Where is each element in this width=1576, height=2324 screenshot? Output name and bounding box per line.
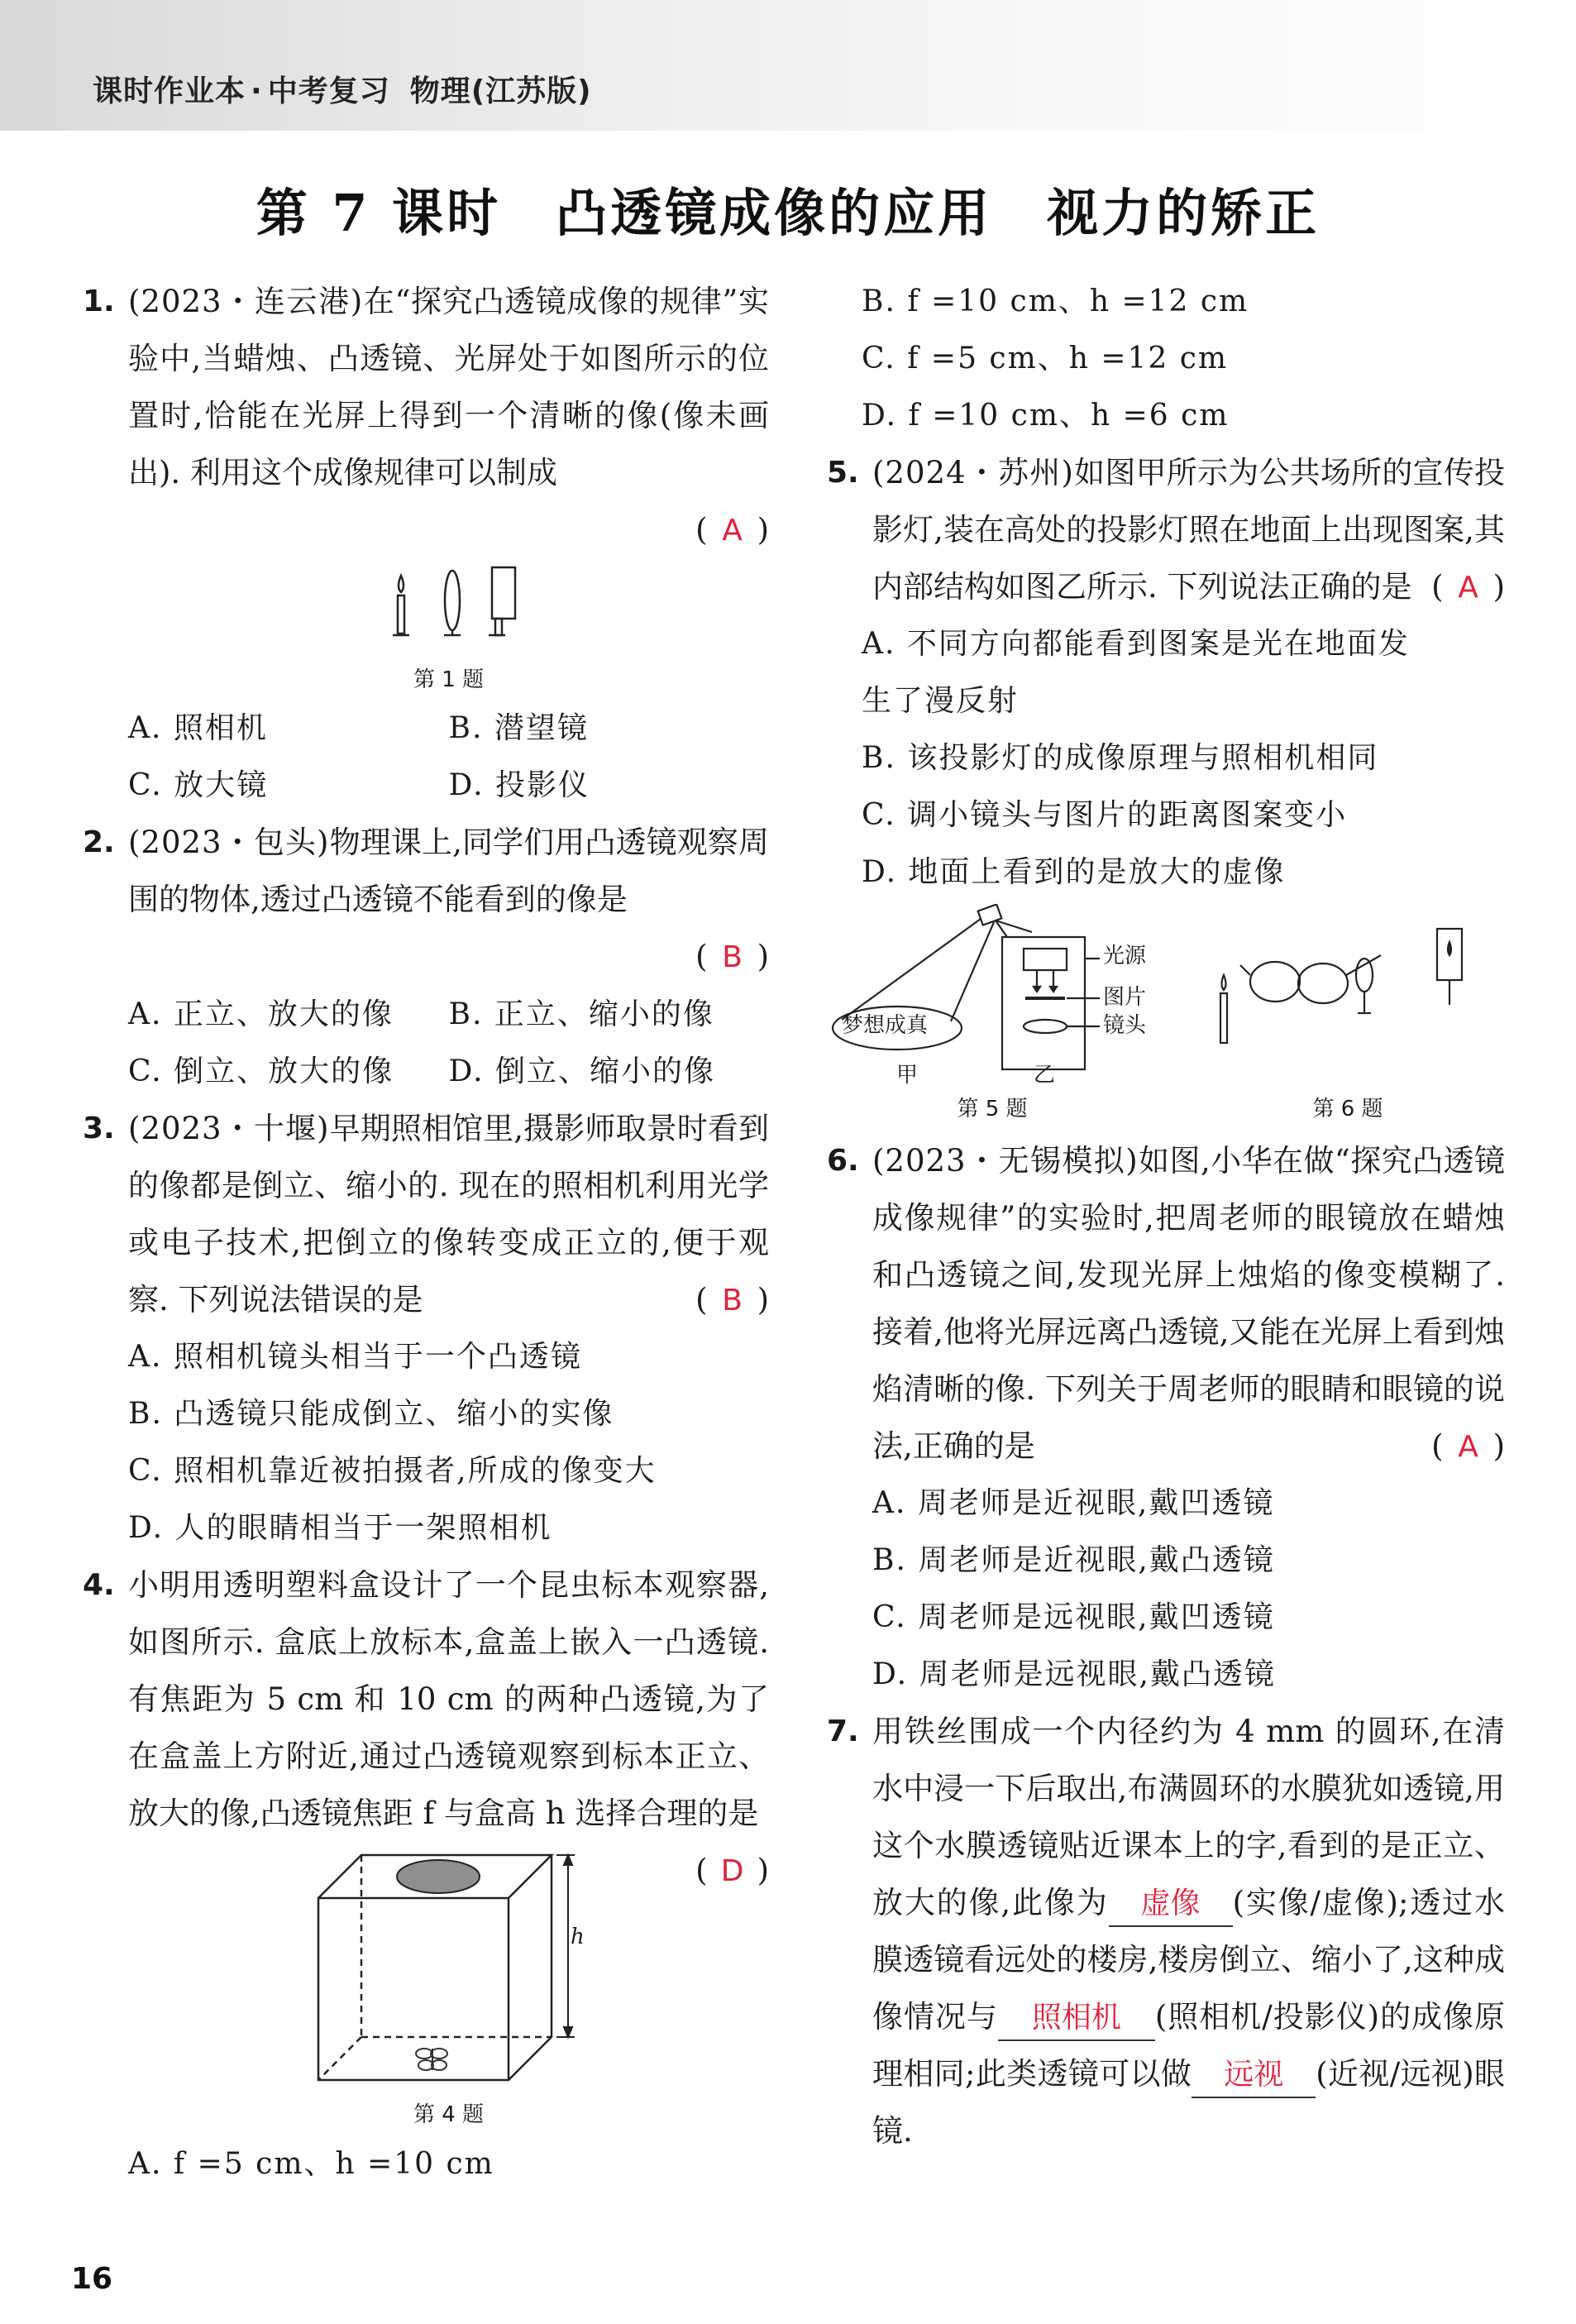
option-b: B. 凸透镜只能成倒立、缩小的实像 [128, 1397, 614, 1431]
lens-icon [397, 1860, 480, 1893]
option-d: D. 人的眼睛相当于一架照相机 [128, 1511, 552, 1545]
label-jia: 甲 [896, 1063, 919, 1088]
projector-housing [1002, 937, 1085, 1069]
option-d: D. 倒立、缩小的像 [448, 1054, 715, 1088]
answer: B [722, 940, 743, 974]
question-number: 3. [83, 1112, 115, 1145]
candle-icon [393, 576, 409, 635]
question-4 [83, 1557, 769, 2192]
option-a [862, 615, 1505, 729]
answer-line: ( A ) [128, 501, 769, 559]
option-b: B. f =10 cm、h =12 cm [862, 285, 1249, 318]
figure-4 [128, 1842, 769, 2135]
page-number: 16 [71, 2262, 113, 2296]
question-4-continued [827, 273, 1505, 444]
option-c: C. 周老师是远视眼,戴凹透镜 [872, 1600, 1275, 1634]
question-text: (2023・无锡模拟)如图,小华在做“探究凸透镜成像规律”的实验时,把周老师的眼镜放在蜡烛和凸透镜之间,发现光屏上烛焰的像变模糊了. 接着,他将光屏远离凸透镜,又能在光屏上看到烛焰清晰的像. 下列关于周老师的眼睛和眼镜的说法,正确的是 ( A ) [872, 1132, 1505, 1475]
question-1 [83, 273, 769, 814]
lesson-title: 第 7 课时 凸透镜成像的应用 视力的矫正 [256, 183, 1320, 243]
header-subject: 物理(江苏版) [409, 74, 592, 108]
options [128, 986, 769, 1100]
question-text-2: (实像/虚像);透过水膜透镜看远处的楼房,楼房倒立、缩小了,这种成像情况与 [872, 1885, 1505, 2035]
question-stem: 在“探究凸透镜成像的规律”实验中,当蜡烛、凸透镜、光屏处于如图所示的位置时,恰能在光屏上得到一个清晰的像(像未画出). 利用这个成像规律可以制成 [128, 284, 769, 490]
running-header [93, 68, 592, 110]
question-source: (2024・苏州) [872, 455, 1074, 490]
left-column [83, 273, 769, 2192]
glasses-figure [1207, 925, 1480, 1066]
light-source-icon [1024, 949, 1067, 970]
figure-caption: 第 4 题 [413, 2102, 485, 2127]
answer: A [1458, 1430, 1478, 1464]
answer: A [722, 514, 743, 548]
option-b: B. 正立、缩小的像 [448, 997, 714, 1031]
question-source: (2023・无锡模拟) [872, 1143, 1139, 1179]
question-number: 7. [827, 1714, 859, 1748]
question-stem: 如图,小华在做“探究凸透镜成像规律”的实验时,把周老师的眼镜放在蜡烛和凸透镜之间,发现光屏上烛焰的像变模糊了. 接着,他将光屏远离凸透镜,又能在光屏上看到烛焰清晰的像. 下列关于周老师的眼睛和眼镜的说法,正确的是 [872, 1143, 1505, 1464]
question-stem: 物理课上,同学们用凸透镜观察周围的物体,透过凸透镜不能看到的像是 [128, 825, 769, 917]
question-number: 5. [827, 456, 859, 490]
question-text [128, 814, 769, 928]
question-number: 6. [827, 1144, 859, 1178]
question-5 [827, 444, 1505, 901]
option-a: A. 照相机 [128, 711, 268, 745]
answer: A [1458, 571, 1478, 605]
option-b: B. 该投影灯的成像原理与照相机相同 [862, 741, 1379, 775]
height-label: h [571, 1925, 585, 1949]
fill-blank-1: 虚像 [1109, 1882, 1233, 1927]
question-3 [83, 1100, 769, 1557]
screen-icon [1437, 929, 1462, 1005]
option-d: D. 投影仪 [448, 768, 590, 802]
lens-icon [1024, 1020, 1067, 1033]
label-light-source: 光源 [1103, 944, 1147, 968]
figure-5-caption: 第 5 题 [957, 1097, 1028, 1121]
option-c: C. 倒立、放大的像 [128, 1054, 394, 1088]
option-a: A. f =5 cm、h =10 cm [128, 2147, 494, 2181]
insect-icon [416, 2049, 447, 2070]
option-a: A. 照相机镜头相当于一个凸透镜 [128, 1340, 582, 1374]
option-c: C. 调小镜头与图片的距离图案变小 [862, 798, 1348, 832]
question-number: 1. [83, 285, 115, 318]
option-c: C. 照相机靠近被拍摄者,所成的像变大 [128, 1454, 657, 1488]
figure-6-caption: 第 6 题 [1312, 1097, 1383, 1121]
option-d: D. 周老师是远视眼,戴凸透镜 [872, 1657, 1276, 1691]
option-b: B. 周老师是近视眼,戴凸透镜 [872, 1543, 1275, 1577]
option-a-text: A. 不同方向都能看到图案是光在地面发生了漫反射 [862, 627, 1410, 718]
answer: B [722, 1284, 743, 1317]
right-column [827, 273, 1505, 2159]
question-text-3: (照相机/投影仪)的成像原理相同;此类透镜可以做 [872, 1999, 1505, 2092]
fill-blank-3: 远视 [1192, 2054, 1316, 2098]
question-text-1: 用铁丝围成一个内径约为 4 mm 的圆环,在清水中浸一下后取出,布满圆环的水膜犹如透镜,用这个水膜透镜贴近课本上的字,看到的是正立、放大的像,此像为 [872, 1714, 1505, 1920]
options [83, 700, 769, 814]
question-source: (2023・包头) [128, 825, 330, 860]
label-lens: 镜头 [1103, 1013, 1147, 1038]
option-a: A. 正立、放大的像 [128, 997, 394, 1031]
label-dream: 梦想成真 [842, 1013, 929, 1038]
label-picture: 图片 [1103, 985, 1147, 1010]
insect-box-figure [302, 1848, 583, 2097]
candle-lens-screen-figure [360, 559, 525, 667]
question-6 [827, 1132, 1505, 1703]
question-source: (2023・连云港) [128, 284, 364, 319]
answer-line: ( B ) [128, 928, 769, 986]
option-c: C. 放大镜 [128, 768, 269, 802]
box-front-face [318, 1898, 509, 2080]
figure-caption: 第 1 题 [413, 667, 485, 692]
header-band [0, 0, 1576, 131]
figure-1 [128, 559, 769, 700]
question-text: (2023・十堰)早期照相馆里,摄影师取景时看到的像都是倒立、缩小的. 现在的照相机利用光学或电子技术,把倒立的像转变成正立的,便于观察. 下列说法错误的是 ( B ) [128, 1100, 769, 1328]
header-subtitle: 中考复习 [267, 74, 390, 108]
header-separator: · [251, 74, 263, 108]
lens-icon [1356, 959, 1373, 1013]
question-text [872, 1703, 1505, 2159]
question-7 [827, 1703, 1505, 2159]
question-text [128, 273, 769, 501]
option-d: D. f =10 cm、h =6 cm [862, 399, 1230, 433]
fill-blank-2: 照相机 [998, 1996, 1155, 2041]
question-stem: 早期照相馆里,摄影师取景时看到的像都是倒立、缩小的. 现在的照相机利用光学或电子技术,把倒立的像转变成正立的,便于观察. 下列说法错误的是 [128, 1111, 769, 1317]
option-a: A. 周老师是近视眼,戴凹透镜 [872, 1486, 1275, 1520]
option-c: C. f =5 cm、h =12 cm [862, 342, 1229, 375]
label-yi: 乙 [1034, 1063, 1056, 1088]
screen-icon [489, 567, 515, 635]
question-stem: 小明用透明塑料盒设计了一个昆虫标本观察器,如图所示. 盒底上放标本,盒盖上嵌入一凸透镜. 有焦距为 5 cm 和 10 cm 的两种凸透镜,为了在盒盖上方附近,通过凸透镜观察到标本正立、放大的像,凸透镜焦距 f 与盒高 h 选择合理的是 [128, 1567, 769, 1831]
option-b: B. 潜望镜 [448, 711, 589, 745]
question-number: 2. [83, 825, 115, 859]
question-text-4: (近视/远视)眼镜. [872, 2056, 1505, 2149]
header-series: 课时作业本 [93, 74, 246, 108]
question-stem: 如图甲所示为公共场所的宣传投影灯,装在高处的投影灯照在地面上出现图案,其内部结构如图乙所示. 下列说法正确的是 [872, 455, 1505, 605]
option-d: D. 地面上看到的是放大的虚像 [862, 855, 1286, 889]
question-2 [83, 814, 769, 1100]
question-text: (2024・苏州)如图甲所示为公共场所的宣传投影灯,装在高处的投影灯照在地面上出现图案,其内部结构如图乙所示. 下列说法正确的是 ( A ) [872, 444, 1505, 615]
candle-icon [1220, 975, 1227, 1043]
lens-icon [444, 571, 461, 635]
question-text: 小明用透明塑料盒设计了一个昆虫标本观察器,如图所示. 盒底上放标本,盒盖上嵌入一凸透镜. 有焦距为 5 cm 和 10 cm 的两种凸透镜,为了在盒盖上方附近,通过凸透镜观察到标本正立、放大的像,凸透镜焦距 f 与盒高 h 选择合理的是 ( D ) [128, 1557, 769, 1842]
answer: D [720, 1854, 744, 1888]
question-source: (2023・十堰) [128, 1111, 330, 1146]
question-number: 4. [83, 1568, 115, 1602]
figures-5-6 [819, 901, 1505, 1132]
